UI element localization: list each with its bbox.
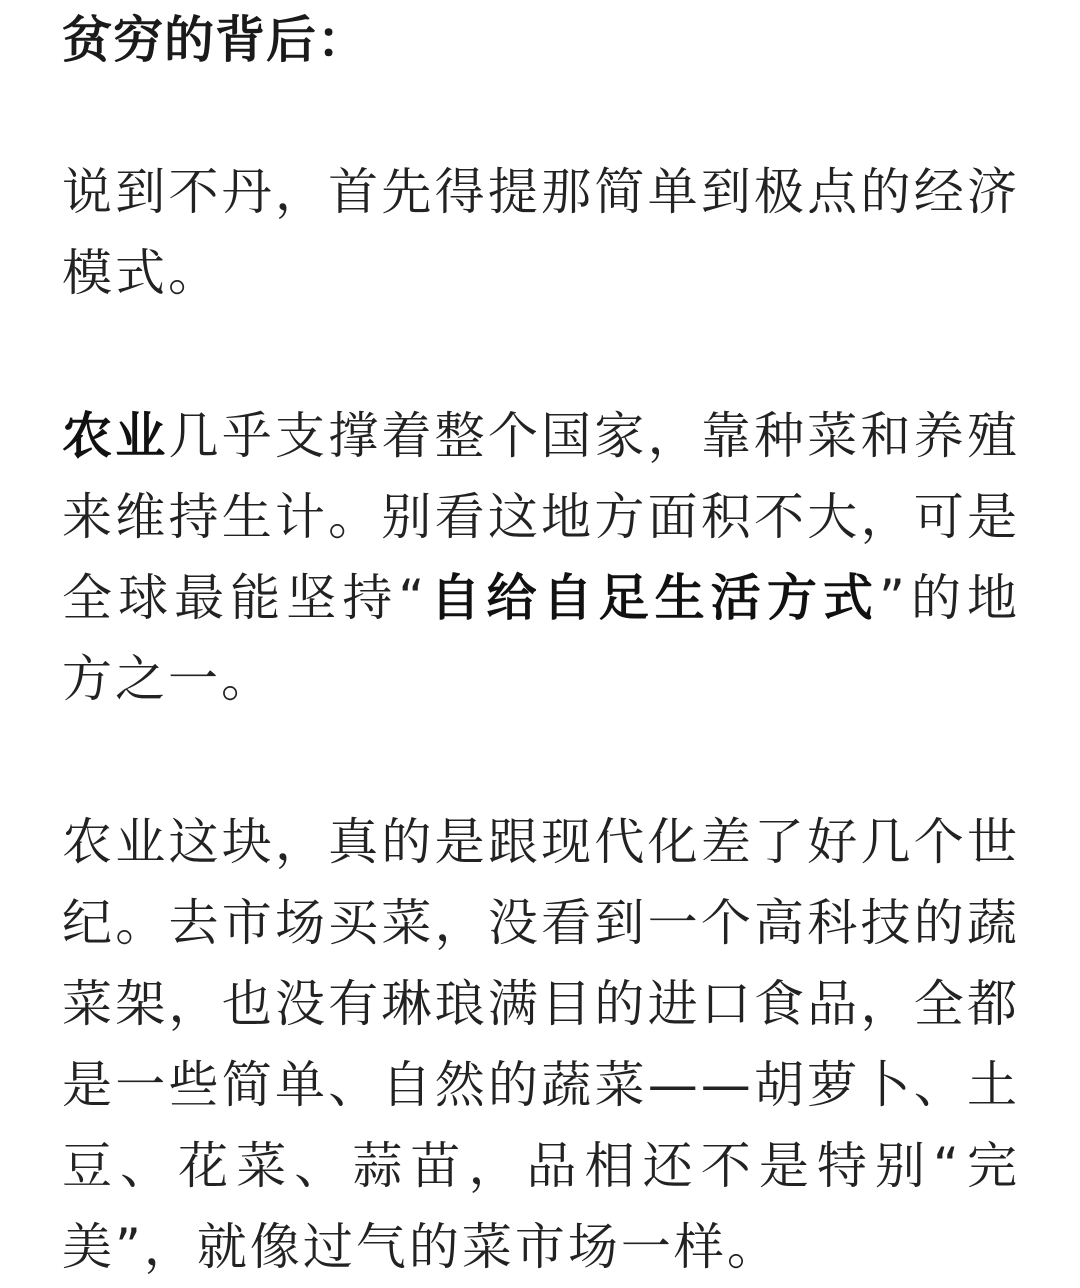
paragraph-market (62, 802, 1020, 1288)
paragraph-text: 农业这块，真的是跟现代化差了好几个世纪。去市场买菜，没看到一个高科技的蔬菜架，也没有琳琅满目的进口食品，全都是一些简单、自然的蔬菜——胡萝卜、土豆、花菜、蒜苗，品相还不是特别“完美”，就像过气的菜市场一样。 (62, 813, 1020, 1276)
article-body (62, 0, 1020, 1288)
bold-agriculture: 农业 (62, 407, 169, 465)
paragraph-agriculture (62, 396, 1020, 720)
section-heading: 贫穷的背后： (62, 11, 368, 69)
bold-self-sufficient: 自给自足生活方式 (427, 569, 879, 627)
paragraph-economy (62, 152, 1020, 314)
paragraph-text: 说到不丹，首先得提那简单到极点的经济模式。 (62, 163, 1020, 302)
paragraph-text: 几乎支撑着整个国家，靠种菜和养殖来维持生计。别看这地方面积不大，可是全球最能坚持“ (62, 407, 1021, 627)
paragraph-text: ”的地方之一。 (62, 569, 1021, 708)
